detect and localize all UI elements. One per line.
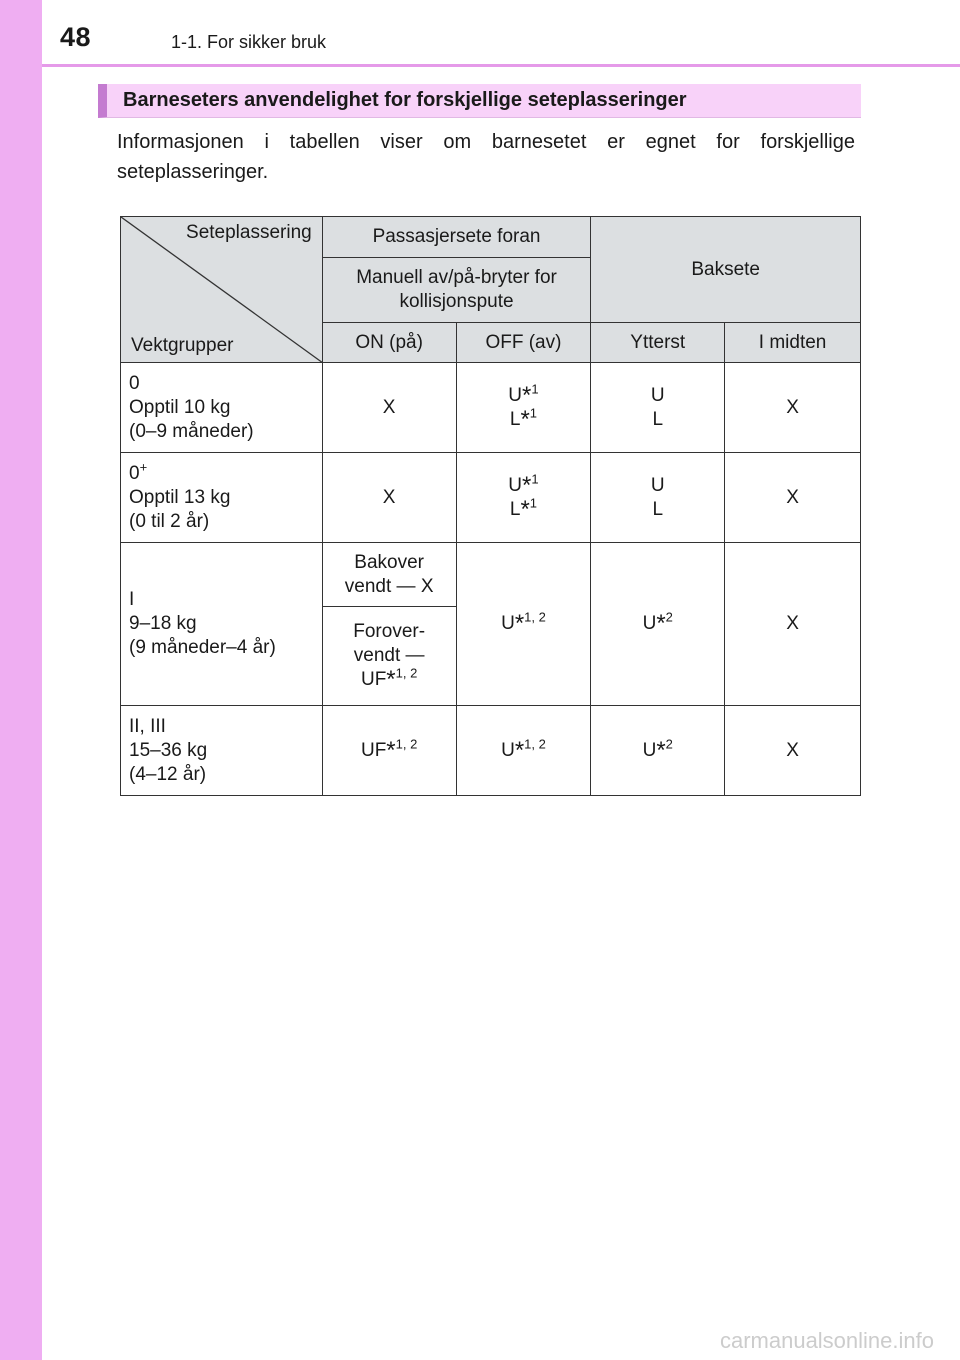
weight-group-cell xyxy=(121,543,323,706)
value-line: vendt — X xyxy=(344,575,434,597)
cell-middle: X xyxy=(725,363,861,453)
group-weight: Opptil 10 kg xyxy=(129,396,231,418)
footnote-ref: 1 xyxy=(529,495,538,511)
group-class: I xyxy=(129,589,135,610)
child-seat-table xyxy=(120,216,861,796)
footnote-ref: 1, 2 xyxy=(395,665,418,681)
weight-group-cell xyxy=(121,453,323,543)
table-row xyxy=(121,363,861,453)
cell-off: U*$^{1, 2}$ xyxy=(456,543,591,706)
footnote-ref: 1, 2 xyxy=(524,609,546,625)
group-age: (0 til 2 år) xyxy=(129,510,210,532)
footnote-ref: 1 xyxy=(529,405,538,421)
value-base: U xyxy=(501,613,515,634)
watermark: carmanualsonline.info xyxy=(719,1328,934,1353)
value-base: L xyxy=(509,498,521,520)
cell-outer: U*$^2$ xyxy=(591,543,725,706)
value-base: U xyxy=(642,613,657,634)
side-tab-strip xyxy=(0,0,42,1360)
value-base: U xyxy=(508,384,523,406)
value-base: UF xyxy=(360,669,387,690)
cell-outer xyxy=(591,363,725,453)
group-age: (0–9 måneder) xyxy=(129,420,254,442)
value-line: Forover- xyxy=(353,621,426,642)
header-middle: I midten xyxy=(725,323,861,363)
cell-off: U*$^1$ L*$^1$ xyxy=(456,453,591,543)
cell-on-rear-facing xyxy=(322,543,456,607)
table-row xyxy=(121,453,861,543)
cell-on: X xyxy=(322,453,456,543)
table-row xyxy=(121,543,861,607)
footnote-ref: 1 xyxy=(531,381,539,397)
table-corner-cell xyxy=(121,217,323,363)
value-line: Bakover xyxy=(354,551,424,573)
table-row xyxy=(121,706,861,796)
footnote-ref: 1, 2 xyxy=(395,736,418,752)
weight-group-cell xyxy=(121,706,323,796)
footnote-ref: 2 xyxy=(665,609,673,625)
header-rear-seat: Baksete xyxy=(591,217,861,323)
value-base: U xyxy=(501,739,515,761)
cell-on-forward-facing: Forover- vendt — UF*$^{1, 2}$ xyxy=(322,607,456,706)
cell-on: X xyxy=(322,363,456,453)
value-base: U xyxy=(642,739,657,761)
value-base: UF xyxy=(360,739,387,761)
group-age: (9 måneder–4 år) xyxy=(129,637,276,658)
section-heading-bar xyxy=(98,84,861,118)
header-airbag-switch-label: Manuell av/på-bryter for kollisjonspute xyxy=(356,267,557,312)
section-reference: 1-1. For sikker bruk xyxy=(171,32,327,52)
value-base: L xyxy=(509,408,521,430)
group-age: (4–12 år) xyxy=(129,763,207,785)
header-on: ON (på) xyxy=(322,323,456,363)
footnote-ref: 1, 2 xyxy=(524,736,546,752)
cell-middle: X xyxy=(725,706,861,796)
group-class: 0 xyxy=(129,462,140,484)
value: L xyxy=(652,498,664,520)
group-class: II, III xyxy=(129,715,166,737)
cell-outer: U*$^2$ xyxy=(591,706,725,796)
cell-outer xyxy=(591,453,725,543)
group-class: 0 xyxy=(129,372,140,394)
value-line: vendt — xyxy=(353,645,425,666)
header-outer: Ytterst xyxy=(591,323,725,363)
value-base: U xyxy=(508,474,523,496)
footnote-ref: 2 xyxy=(665,736,673,752)
cell-middle: X xyxy=(725,453,861,543)
group-weight: 9–18 kg xyxy=(129,613,197,634)
header-front-seat: Passasjersete foran xyxy=(322,217,591,258)
cell-on: UF*$^{1, 2}$ xyxy=(322,706,456,796)
group-class-sup: + xyxy=(139,459,148,475)
corner-label-seat-position: Seteplassering xyxy=(186,222,312,243)
cell-off: U*$^1$ L*$^1$ xyxy=(456,363,591,453)
value: U xyxy=(650,384,665,406)
intro-paragraph: Informasjonen i tabellen viser om barnesetet er egnet for forskjellige seteplasseringer. xyxy=(117,131,855,183)
corner-label-weight-groups: Vektgrupper xyxy=(131,335,234,356)
header-divider xyxy=(42,64,960,67)
page-number: 48 xyxy=(60,22,92,52)
weight-group-cell xyxy=(121,363,323,453)
footnote-ref: 1 xyxy=(531,471,539,487)
section-heading: Barneseters anvendelighet for forskjellige seteplasseringer xyxy=(123,89,687,111)
cell-off: U*$^{1, 2}$ xyxy=(456,706,591,796)
value: L xyxy=(652,408,664,430)
value: U xyxy=(650,474,665,496)
cell-middle: X xyxy=(725,543,861,706)
group-weight: Opptil 13 kg xyxy=(129,486,231,508)
header-off: OFF (av) xyxy=(456,323,591,363)
header-airbag-switch xyxy=(322,258,591,323)
group-weight: 15–36 kg xyxy=(129,739,208,761)
